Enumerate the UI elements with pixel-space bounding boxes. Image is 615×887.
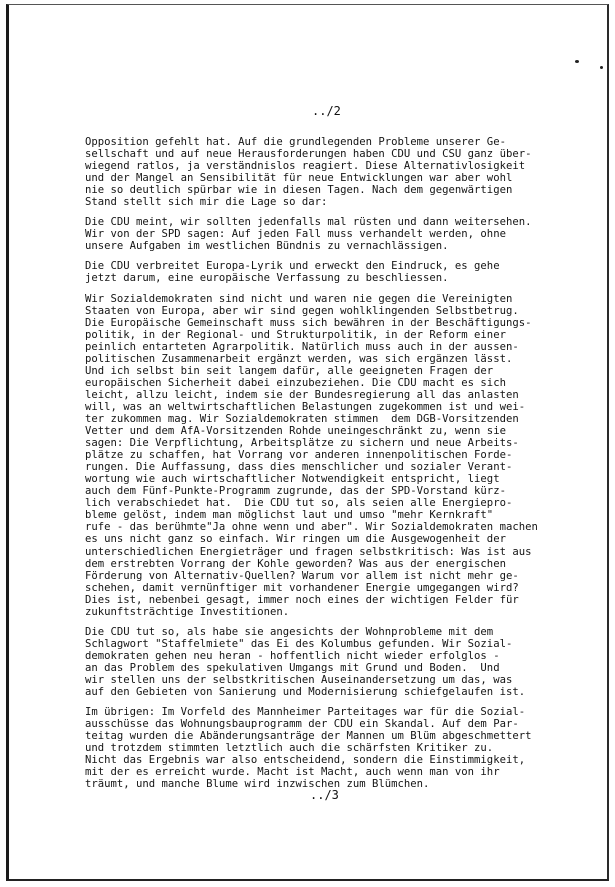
page-number-header: ../2 bbox=[312, 104, 341, 118]
text-line: teitag wurden die Abänderungsanträge der Mannen um Blüm abgeschmettert bbox=[85, 730, 532, 743]
text-line: unterschiedlichen Energieträger und fragen selbstkritisch: Was ist aus bbox=[85, 545, 532, 558]
text-line: Förderung von Alternativ-Quellen? Warum vor allem ist nicht mehr ge- bbox=[85, 569, 519, 582]
text-line: politik, in der Regional- und Strukturpolitik, in der Reform einer bbox=[85, 328, 506, 341]
text-line: Die Europäische Gemeinschaft muss sich bewähren in der Beschäftigungs- bbox=[85, 316, 532, 329]
text-line: und trotzdem stimmten letztlich auch die schärfsten Kritiker zu. bbox=[85, 742, 494, 755]
text-line: sellschaft und auf neue Herausforderungen haben CDU und CSU ganz über- bbox=[85, 148, 532, 161]
text-line: wir stellen uns der selbstkritischen Auseinandersetzung um das, was bbox=[85, 673, 513, 686]
paragraph bbox=[85, 260, 600, 284]
text-line: Staaten von Europa, aber wir sind gegen wohlklingenden Selbstbetrug. bbox=[85, 304, 519, 317]
text-line: leicht, allzu leicht, indem sie der Bundesregierung all das anlasten bbox=[85, 388, 519, 401]
text-line: wiegend ratlos, ja verständnislos reagiert. Diese Alternativlosigkeit bbox=[85, 160, 526, 173]
text-line: peinlich entarteten Agrarpolitik. Natürlich muss auch in der aussen- bbox=[85, 340, 519, 353]
text-line: sagen: Die Verpflichtung, Arbeitsplätze zu sichern und neue Arbeits- bbox=[85, 437, 519, 450]
text-line: rufe - das berühmte"Ja ohne wenn und aber". Wir Sozialdemokraten machen bbox=[85, 521, 538, 534]
text-line: will, was an weltwirtschaftlichen Belastungen zugekommen ist und wei- bbox=[85, 400, 526, 413]
scan-speck bbox=[575, 60, 579, 63]
text-line: zukunftsträchtige Investitionen. bbox=[85, 605, 290, 618]
text-line: es uns nicht ganz so einfach. Wir ringen um die Ausgewogenheit der bbox=[85, 533, 506, 546]
text-line: europäischen Sicherheit dabei einzubeziehen. Die CDU macht es sich bbox=[85, 376, 506, 389]
text-line: an das Problem des spekulativen Umgangs mit Grund und Boden. Und bbox=[85, 661, 500, 674]
text-line: Stand stellt sich mir die Lage so dar: bbox=[85, 196, 328, 209]
text-line: plätze zu schaffen, hat Vorrang vor anderen innenpolitischen Forde- bbox=[85, 449, 513, 462]
text-line: bleme gelöst, indem man möglichst laut und umso "mehr Kernkraft" bbox=[85, 509, 494, 522]
text-line: rungen. Die Auffassung, dass dies menschlicher und sozialer Verant- bbox=[85, 461, 513, 474]
text-line: dem erstrebten Vorrang der Kohle geworden? Was aus der energischen bbox=[85, 557, 506, 570]
text-line: lich verabschiedet hat. Die CDU tut so, als seien alle Energiepro- bbox=[85, 497, 513, 510]
text-line: Dies ist, nebenbei gesagt, immer noch eines der wichtigen Felder für bbox=[85, 593, 519, 606]
text-line: Wir von der SPD sagen: Auf jeden Fall muss verhandelt werden, ohne bbox=[85, 228, 506, 241]
text-line: Opposition gefehlt hat. Auf die grundlegenden Probleme unserer Ge- bbox=[85, 136, 506, 148]
paragraph bbox=[85, 626, 600, 698]
text-line: jetzt darum, eine europäische Verfassung zu beschliessen. bbox=[85, 272, 449, 285]
paragraph bbox=[85, 216, 600, 252]
text-line: Wir Sozialdemokraten sind nicht und waren nie gegen die Vereinigten bbox=[85, 292, 513, 305]
text-line: träumt, und manche Blume wird inzwischen zum Blümchen. bbox=[85, 778, 430, 791]
text-line: Die CDU meint, wir sollten jedenfalls mal rüsten und dann weitersehen. bbox=[85, 216, 532, 229]
text-line: Nicht das Ergebnis war also entscheidend, sondern die Einstimmigkeit, bbox=[85, 754, 526, 767]
paragraph bbox=[85, 293, 600, 618]
text-line: demokraten gehen neu heran - hoffentlich nicht wieder erfolglos - bbox=[85, 649, 500, 662]
paragraph bbox=[85, 136, 600, 208]
text-line: mit der es erreicht wurde. Macht ist Macht, auch wenn man von ihr bbox=[85, 766, 500, 779]
text-line: Die CDU verbreitet Europa-Lyrik und erweckt den Eindruck, es gehe bbox=[85, 260, 500, 273]
text-line: Und ich selbst bin seit langem dafür, alle geeigneten Fragen der bbox=[85, 364, 494, 377]
text-line: nie so deutlich spürbar wie in diesen Tagen. Nach dem gegenwärtigen bbox=[85, 184, 513, 197]
text-line: unsere Aufgaben im westlichen Bündnis zu vernachlässigen. bbox=[85, 240, 449, 253]
text-line: auch dem Fünf-Punkte-Programm zugrunde, das der SPD-Vorstand kürz- bbox=[85, 485, 506, 498]
document-body bbox=[85, 136, 600, 798]
text-line: Vetter und dem AfA-Vorsitzenden Rohde uneingeschränkt zu, wenn sie bbox=[85, 425, 506, 438]
text-line: Die CDU tut so, als habe sie angesichts der Wohnprobleme mit dem bbox=[85, 625, 494, 638]
text-line: Im übrigen: Im Vorfeld des Mannheimer Parteitages war für die Sozial- bbox=[85, 706, 526, 719]
text-line: wortung wie auch wirtschaftlicher Notwendigkeit entspricht, liegt bbox=[85, 473, 500, 486]
text-line: Schlagwort "Staffelmiete" das Ei des Kolumbus gefunden. Wir Sozial- bbox=[85, 637, 513, 650]
text-line: schehen, damit vernünftiger mit vorhandener Energie umgegangen wird? bbox=[85, 581, 519, 594]
text-line: auf den Gebieten von Sanierung und Modernisierung schiefgelaufen ist. bbox=[85, 686, 526, 699]
text-line: ter zukommen mag. Wir Sozialdemokraten stimmen dem DGB-Vorsitzenden bbox=[85, 412, 519, 425]
text-line: politischen Zusammenarbeit ergänzt werden, was sich ergänzen lässt. bbox=[85, 352, 513, 365]
paragraph bbox=[85, 706, 600, 790]
text-line: und der Mangel an Sensibilität für neue Entwicklungen war aber wohl bbox=[85, 172, 513, 185]
page-number-footer: ../3 bbox=[310, 788, 339, 802]
text-line: ausschüsse das Wohnungsbauprogramm der CDU ein Skandal. Auf dem Par- bbox=[85, 718, 519, 731]
scan-speck bbox=[600, 66, 603, 69]
